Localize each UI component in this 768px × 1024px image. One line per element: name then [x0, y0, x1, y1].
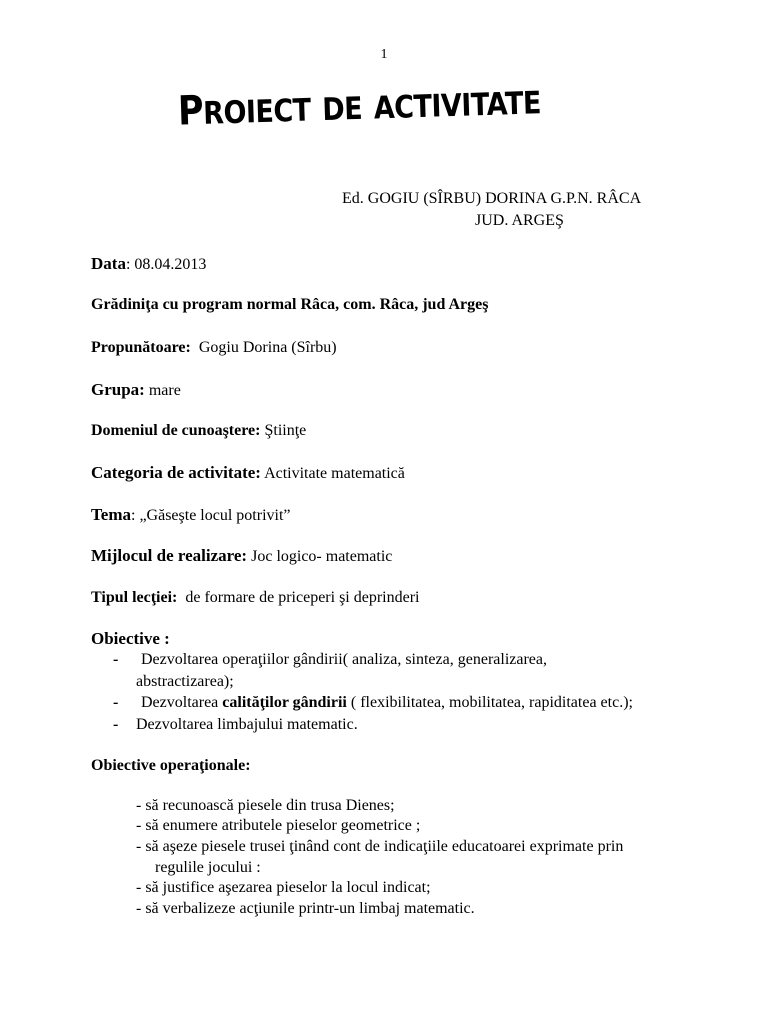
objective-bullet-3: -	[113, 716, 119, 733]
document-title	[177, 78, 541, 135]
category-label: Categoria de activitate:	[91, 463, 261, 482]
domain-value: Ştiinţe	[264, 422, 307, 439]
proposer-label: Propunătoare:	[91, 339, 191, 356]
date-label: Data	[91, 254, 126, 273]
category-field	[91, 463, 405, 483]
objective-2-rest: ( flexibilitatea, mobilitatea, rapiditatea etc.);	[346, 694, 633, 711]
op-1-rest: piesele din trusa Dienes;	[233, 797, 395, 814]
op-2-text: - să enumere atributele pieselor geometrice ;	[136, 817, 421, 834]
operational-heading-text: Obiective operaţionale:	[91, 757, 251, 774]
lesson-type-label: Tipul lecţiei:	[91, 589, 178, 606]
domain-label: Domeniul de cunoaştere:	[91, 422, 261, 439]
means-value: Joc logico- matematic	[251, 548, 393, 565]
theme-value: : „Găseşte locul potrivit”	[131, 507, 291, 524]
objective-item-2	[141, 694, 633, 712]
objectives-heading-text: Obiective :	[91, 629, 170, 648]
objective-2-lead: Dezvoltarea	[141, 694, 223, 711]
group-value: mare	[148, 382, 181, 399]
category-value: Activitate matematică	[264, 465, 405, 482]
objective-item-3: Dezvoltarea limbajului matematic.	[136, 716, 358, 733]
title-word-1: ROIECT	[202, 92, 312, 132]
op-objective-3-cont: regulile jocului :	[155, 859, 261, 876]
author-line-2: JUD. ARGEŞ	[475, 212, 564, 229]
lesson-type-value: de formare de priceperi şi deprinderi	[185, 589, 420, 606]
means-label: Mijlocul de realizare:	[91, 546, 248, 565]
objective-1-lead: Dezvoltarea operaţiilor gândirii( analiza,	[141, 651, 406, 668]
op-4-text: - să justifice aşezarea pieselor la locul indicat;	[136, 879, 431, 896]
page-number: 1	[380, 47, 388, 62]
op-objective-1	[136, 797, 395, 815]
domain-field	[91, 422, 306, 440]
author-line-1: Ed. GOGIU (SÎRBU) DORINA G.P.N. RÂCA	[342, 190, 642, 207]
op-3-text: - să aşeze piesele trusei ţinând cont de indicaţiile educatoarei exprimate prin	[136, 838, 624, 855]
proposer-field	[91, 339, 337, 357]
group-field	[91, 380, 181, 400]
date-value: : 08.04.2013	[125, 256, 207, 273]
objectives-heading	[91, 629, 170, 649]
title-initial: P	[177, 88, 204, 135]
op-objective-3	[136, 838, 623, 856]
op-objective-5	[136, 900, 475, 918]
operational-objectives-heading	[91, 757, 251, 775]
kindergarten-text: Grădiniţa cu program normal Râca, com. Râca, jud Argeş	[91, 296, 489, 313]
op-5-rest: r-un limbaj matematic.	[328, 900, 475, 917]
title-word-3: ACTIVITATE	[373, 85, 542, 127]
title-word-2: DE	[321, 91, 363, 129]
means-field	[91, 546, 392, 566]
kindergarten-line	[91, 296, 488, 314]
proposer-value: Gogiu Dorina (Sîrbu)	[198, 339, 337, 356]
objective-bullet-2: -	[113, 694, 119, 711]
group-label: Grupa:	[91, 380, 145, 399]
objective-item-1-cont: abstractizarea);	[136, 673, 234, 690]
date-field	[91, 254, 206, 274]
op-objective-4	[136, 879, 431, 897]
op-objective-2	[136, 817, 420, 835]
op-5-bold: - să verbalizeze acţiunile print	[136, 900, 329, 917]
objective-item-1	[141, 651, 547, 669]
theme-label: Tema	[91, 505, 131, 524]
objective-2-bold: calităţilor gândirii	[222, 694, 347, 711]
theme-field	[91, 505, 291, 525]
objective-bullet-1: -	[113, 651, 119, 668]
lesson-type-field	[91, 589, 419, 607]
objective-1-rest: sinteza, generalizarea,	[405, 651, 547, 668]
op-1-bold: - să recunoască	[136, 797, 234, 814]
